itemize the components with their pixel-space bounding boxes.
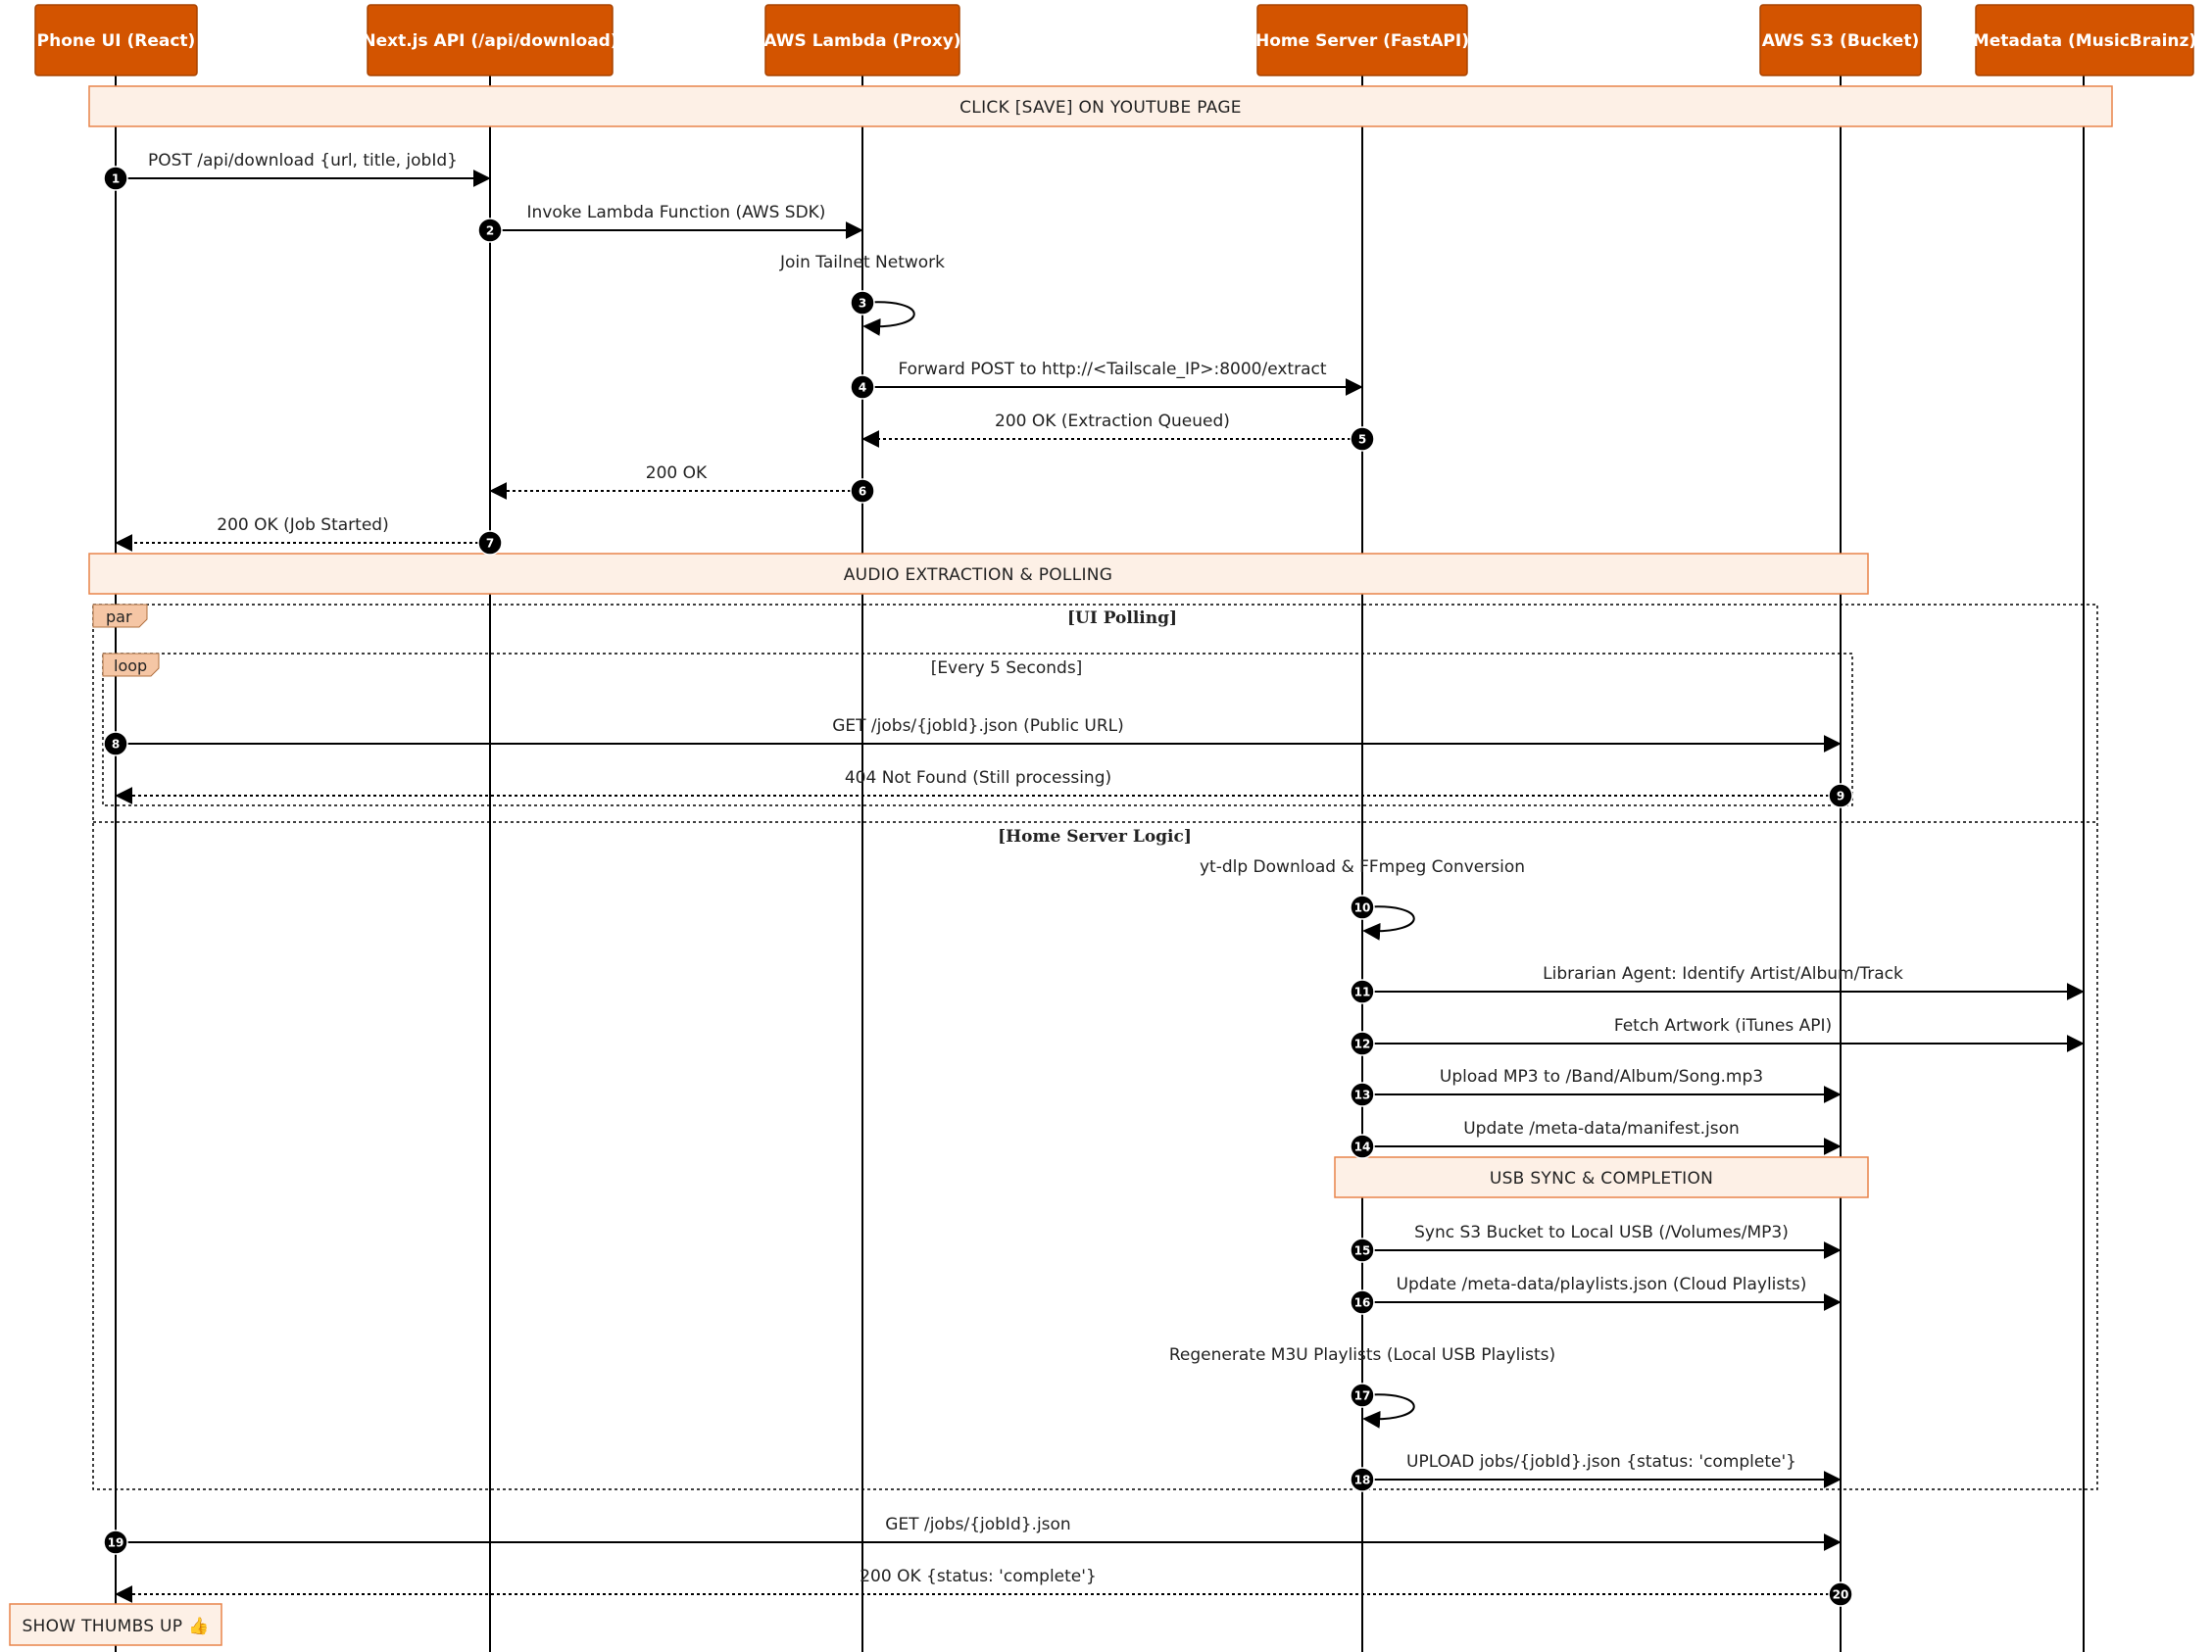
step-number-11: 11 [1353, 985, 1371, 999]
message-8 [104, 716, 1840, 755]
note-click-save: CLICK [SAVE] ON YOUTUBE PAGE [959, 98, 1242, 118]
message-label-17: Regenerate M3U Playlists (Local USB Playlists) [1168, 1345, 1556, 1365]
actor-label-meta: Metadata (MusicBrainz) [1972, 31, 2197, 51]
message-16 [1351, 1275, 1840, 1314]
note-usb-sync: USB SYNC & COMPLETION [1489, 1169, 1714, 1189]
step-number-8: 8 [111, 737, 121, 752]
loop-frame-condition: [Every 5 Seconds] [930, 658, 1083, 678]
message-18 [1351, 1452, 1840, 1491]
step-number-20: 20 [1832, 1587, 1849, 1602]
message-2 [478, 203, 861, 242]
message-12 [1351, 1016, 2083, 1055]
step-number-2: 2 [485, 223, 495, 238]
actor-label-next: Next.js API (/api/download) [362, 31, 618, 51]
message-label-9: 404 Not Found (Still processing) [844, 768, 1112, 788]
par-frame [93, 605, 2097, 1489]
lifelines [116, 75, 2084, 1652]
step-number-14: 14 [1353, 1140, 1371, 1154]
message-label-19: GET /jobs/{jobId}.json [885, 1515, 1071, 1534]
messages [104, 151, 2083, 1606]
message-label-4: Forward POST to http://<Tailscale_IP>:8000/extract [898, 360, 1327, 379]
note-audio-extraction: AUDIO EXTRACTION & POLLING [843, 565, 1113, 585]
message-label-1: POST /api/download {url, title, jobId} [148, 151, 458, 170]
loop-frame-keyword: loop [114, 656, 148, 675]
actor-label-s3: AWS S3 (Bucket) [1761, 31, 1920, 51]
message-label-2: Invoke Lambda Function (AWS SDK) [526, 203, 826, 222]
step-number-16: 16 [1353, 1295, 1371, 1310]
actors [35, 5, 2196, 75]
actor-label-phone: Phone UI (React) [36, 31, 196, 51]
step-number-15: 15 [1353, 1243, 1371, 1258]
step-number-5: 5 [1357, 432, 1367, 447]
step-number-13: 13 [1353, 1088, 1371, 1102]
message-6 [491, 463, 874, 503]
step-number-4: 4 [858, 380, 867, 395]
message-5 [863, 412, 1374, 451]
message-label-14: Update /meta-data/manifest.json [1463, 1119, 1740, 1139]
message-4 [851, 360, 1361, 399]
message-7 [117, 515, 502, 555]
message-label-13: Upload MP3 to /Band/Album/Song.mp3 [1439, 1067, 1764, 1087]
par-frame-else-condition: [Home Server Logic] [998, 827, 1192, 847]
message-1 [104, 151, 489, 190]
notes [10, 86, 2112, 1645]
message-label-5: 200 OK (Extraction Queued) [995, 412, 1230, 431]
message-label-20: 200 OK {status: 'complete'} [860, 1567, 1097, 1586]
message-label-11: Librarian Agent: Identify Artist/Album/Track [1543, 964, 1903, 984]
par-frame-keyword: par [106, 607, 132, 626]
message-19 [104, 1515, 1840, 1554]
step-number-10: 10 [1353, 900, 1371, 915]
step-number-9: 9 [1836, 789, 1845, 803]
message-14 [1351, 1119, 1840, 1158]
step-number-19: 19 [107, 1535, 124, 1550]
step-number-6: 6 [858, 484, 867, 499]
message-9 [117, 768, 1852, 807]
message-label-12: Fetch Artwork (iTunes API) [1613, 1016, 1833, 1036]
message-13 [1351, 1067, 1840, 1106]
note-thumbs-up: SHOW THUMBS UP 👍 [22, 1617, 210, 1636]
message-15 [1351, 1223, 1840, 1262]
message-20 [117, 1567, 1852, 1606]
message-label-3: Join Tailnet Network [779, 253, 946, 272]
par-frame-condition: [UI Polling] [1066, 608, 1178, 628]
step-number-7: 7 [485, 536, 495, 551]
step-number-17: 17 [1353, 1388, 1371, 1403]
message-label-16: Update /meta-data/playlists.json (Cloud Playlists) [1396, 1275, 1807, 1294]
frames [93, 605, 2097, 1489]
step-number-1: 1 [111, 171, 121, 186]
message-11 [1351, 964, 2083, 1003]
message-label-10: yt-dlp Download & FFmpeg Conversion [1199, 857, 1526, 877]
message-label-6: 200 OK [645, 463, 708, 483]
message-label-7: 200 OK (Job Started) [217, 515, 389, 535]
message-label-15: Sync S3 Bucket to Local USB (/Volumes/MP3) [1414, 1223, 1789, 1242]
step-number-12: 12 [1353, 1037, 1371, 1051]
step-number-3: 3 [858, 296, 867, 311]
message-label-18: UPLOAD jobs/{jobId}.json {status: 'complete'} [1406, 1452, 1796, 1472]
step-number-18: 18 [1353, 1473, 1371, 1487]
actor-label-home: Home Server (FastAPI) [1255, 31, 1469, 51]
message-label-8: GET /jobs/{jobId}.json (Public URL) [832, 716, 1124, 736]
actor-label-lambda: AWS Lambda (Proxy) [763, 31, 961, 51]
